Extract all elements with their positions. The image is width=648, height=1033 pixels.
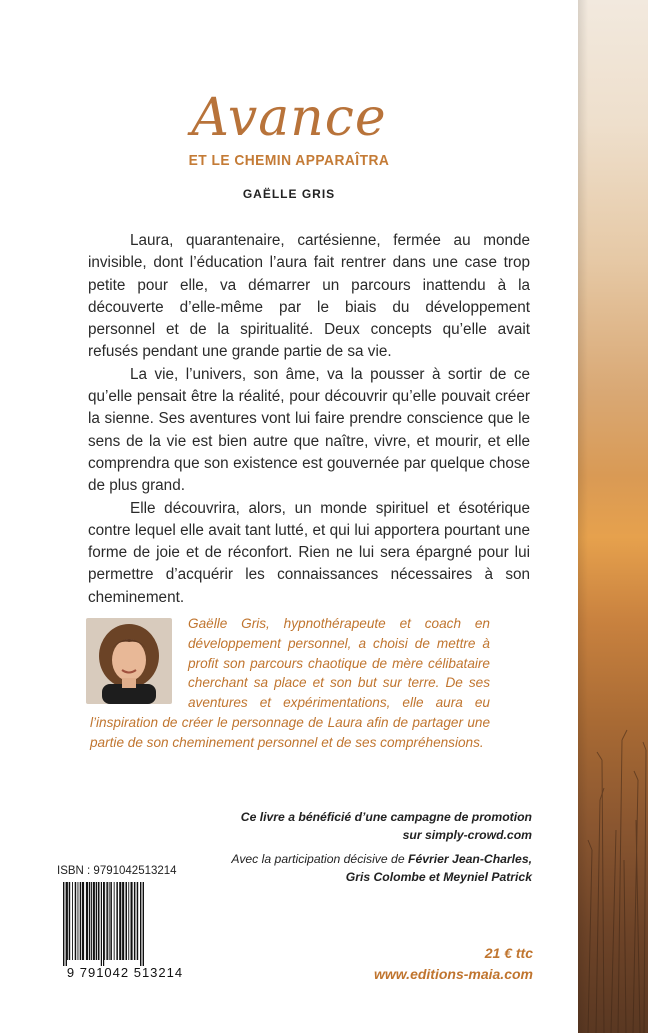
barcode-bar — [143, 882, 144, 966]
barcode-bar — [101, 882, 102, 966]
barcode-bar — [69, 882, 71, 960]
isbn-barcode — [57, 882, 193, 980]
barcode-bar — [114, 882, 115, 960]
publisher-website[interactable]: www.editions-maia.com — [374, 966, 533, 982]
barcode-bar — [75, 882, 77, 960]
grass-silhouette-image — [578, 600, 648, 1033]
barcode-bar — [104, 882, 105, 960]
barcode-bar — [72, 882, 73, 960]
barcode-bar — [110, 882, 112, 960]
barcode-bar — [128, 882, 129, 960]
book-title: Avance — [191, 88, 387, 148]
barcode-bar — [91, 882, 92, 960]
barcode-bar — [134, 882, 136, 960]
synopsis-paragraph: Laura, quarantenaire, cartésienne, fermée au monde invisible, dont l’éducation l’aura fait rentrer dans une case trop petite pour elle, va démarrer un parcours inattendu à la découverte d’elle-même par le biais du développement personnel et de la spiritualité. Deux concepts qu’elle avait refusés pendant une grande partie de sa vie. — [88, 232, 530, 361]
barcode-bar — [131, 882, 133, 960]
barcode-bar — [78, 882, 79, 960]
barcode-bar — [67, 882, 68, 960]
barcode-bar — [89, 882, 91, 960]
crowdfunding-line: sur simply-crowd.com — [402, 827, 532, 842]
barcode-bar — [116, 882, 118, 960]
crowdfunding-note — [172, 809, 532, 844]
barcode-bar — [82, 882, 84, 960]
author-bio-text: Gaëlle Gris, hypnothérapeute et coach en développement personnel, a choisi de mettre à profit son parcours chaotique de mère célibataire cherchant sa place et son but sur terre. De ses aventures et expérimentations, elle aura eu l’inspiration de créer le personnage de Laura afin de partager une partie de son cheminement personnel et de ses compréhensions. — [90, 616, 490, 750]
acknowledgements-names: Février Jean-Charles, — [408, 852, 532, 866]
barcode-bar — [103, 882, 104, 966]
barcode-bar — [119, 882, 121, 960]
acknowledgements — [172, 851, 532, 886]
acknowledgements-intro: Avec la participation décisive de — [231, 852, 405, 866]
barcode-bar — [126, 882, 128, 960]
barcode-bar — [122, 882, 124, 960]
isbn-label: ISBN : 9791042513214 — [57, 865, 177, 877]
barcode-bar — [66, 882, 67, 966]
barcode-bars — [63, 882, 144, 966]
barcode-bar — [93, 882, 95, 960]
author-name: GAËLLE GRIS — [242, 187, 336, 201]
barcode-bar — [106, 882, 108, 960]
barcode-bar — [96, 882, 98, 960]
synopsis — [88, 230, 530, 609]
barcode-bar — [137, 882, 139, 960]
synopsis-paragraph: La vie, l’univers, son âme, va la pousser à sortir de ce qu’elle pensait être la réalité, pour découvrir qu’elle pouvait créer la sienne. Ses aventures vont lui faire prendre conscience que le sens de la vie est bien autre que naître, vivre, et mourir, et elle comprendra que son existence est gouvernée par quelque chose de plus grand. — [88, 365, 530, 495]
barcode-bar — [98, 882, 100, 960]
price: 21 € ttc — [484, 945, 533, 961]
author-bio — [90, 614, 490, 753]
barcode-bar — [140, 882, 141, 966]
crowdfunding-line: Ce livre a bénéficié d’une campagne de promotion — [240, 810, 532, 824]
barcode-bar — [86, 882, 88, 960]
acknowledgements-names: Gris Colombe et Meyniel Patrick — [345, 869, 532, 884]
barcode-bar — [63, 882, 64, 966]
barcode-bar — [80, 882, 82, 960]
barcode-bar — [109, 882, 110, 960]
book-subtitle: ET LE CHEMIN APPARAÎTRA — [188, 152, 390, 169]
synopsis-paragraph: Elle découvrira, alors, un monde spirituel et ésotérique contre lequel elle avait tant lutté, et qui lui apportera pourtant une forme de joie et de réconfort. Rien ne lui sera épargné pour lui permettre d’acquérir les connaissances nécessaires à son cheminement. — [88, 499, 530, 606]
barcode-digits: 9 791042 513214 — [66, 965, 184, 980]
